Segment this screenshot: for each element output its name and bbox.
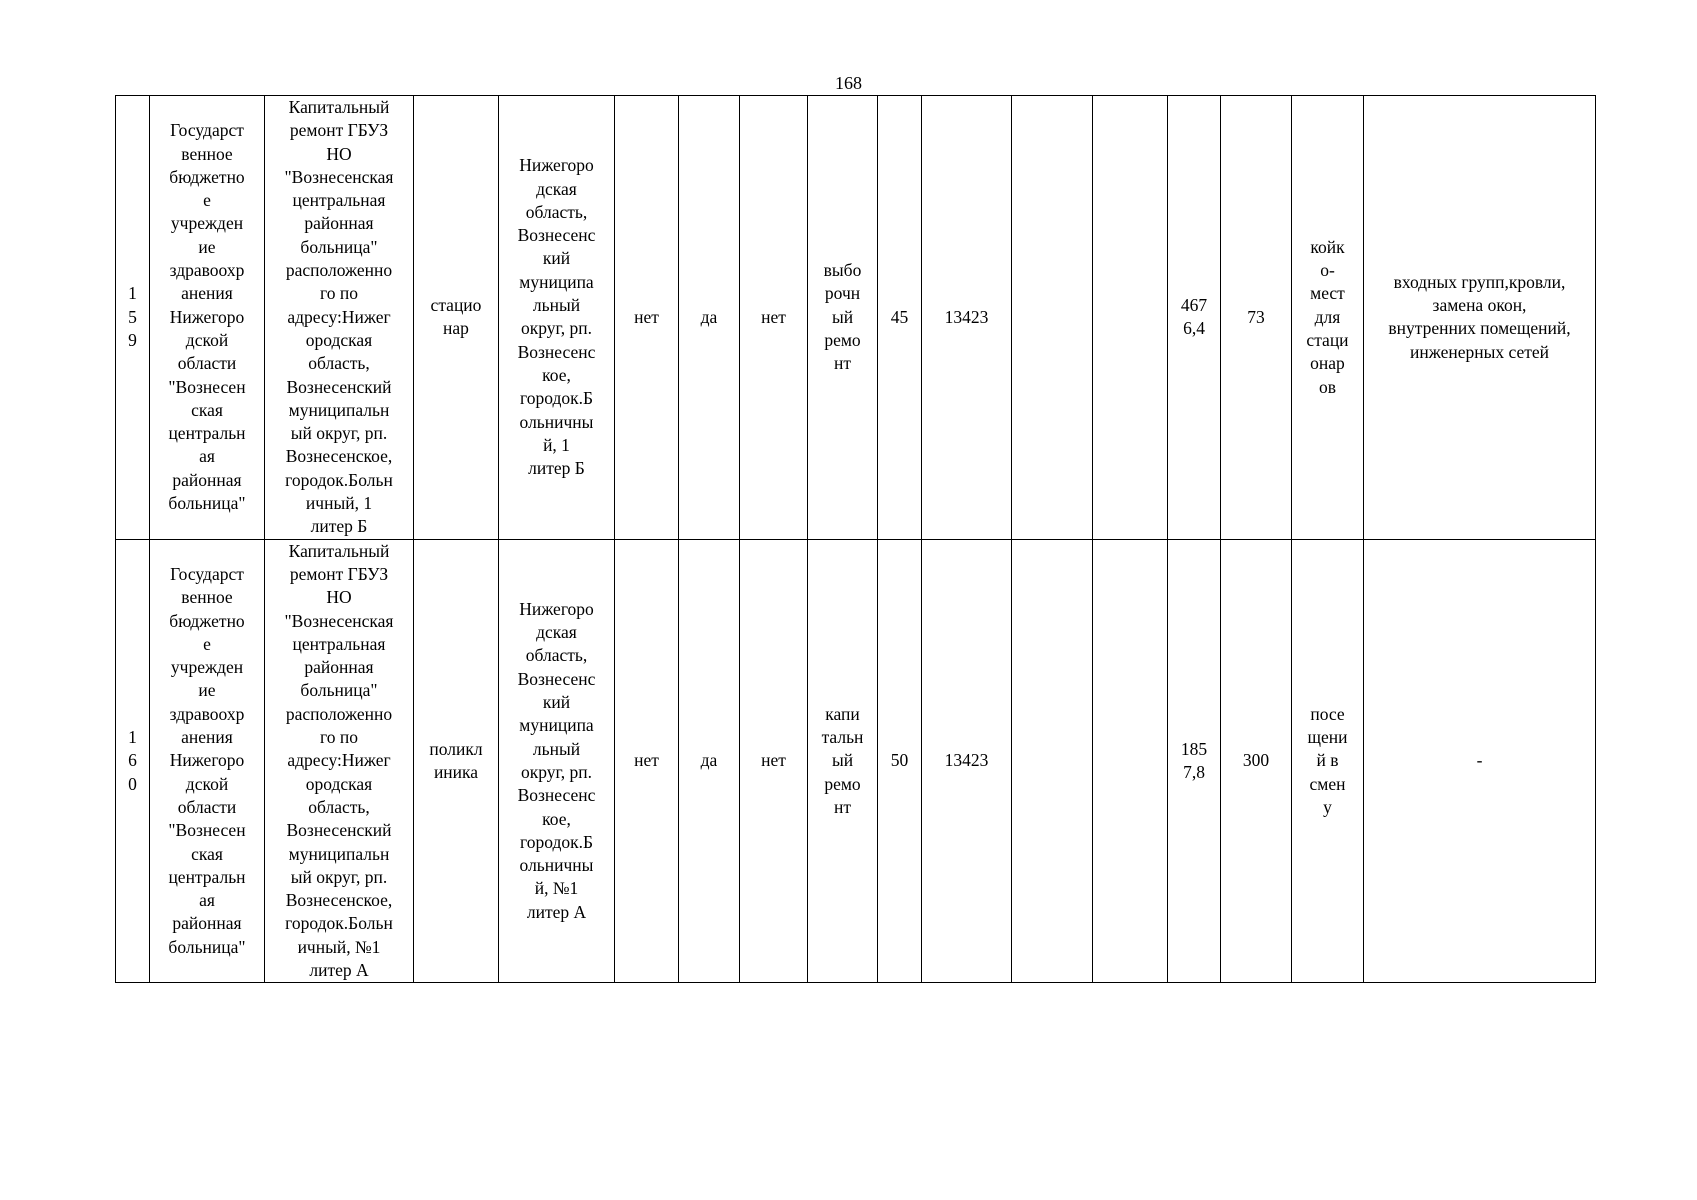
value-cell (922, 96, 1012, 540)
flag-value: нет (761, 306, 786, 327)
project-cell (265, 539, 414, 983)
capacity-cell (1221, 96, 1292, 540)
empty-cell (1012, 96, 1093, 540)
description-cell (1364, 539, 1596, 983)
capacity-value: 300 (1242, 750, 1270, 771)
empty-cell (1093, 539, 1168, 983)
area-cell (1168, 539, 1221, 983)
flag-value: да (700, 306, 718, 327)
value-cell (878, 539, 922, 983)
work-type: капи тальн ый ремо нт (821, 703, 864, 817)
facility-type: стацио нар (430, 295, 482, 339)
row-number: 1 5 9 (128, 283, 137, 350)
capacity-value: 73 (1247, 306, 1265, 327)
flag-cell (615, 96, 679, 540)
work-type-cell (808, 539, 878, 983)
flag-cell (740, 96, 808, 540)
address-cell (499, 539, 615, 983)
value: 13423 (944, 306, 989, 327)
institution-name: Государст венное бюджетно е учрежден ие здравоохр анения Нижегоро дской области "Вознесен ская центральн ая районная больница" (168, 563, 246, 957)
project-cell (265, 96, 414, 540)
capacity-unit: посе щени й в смен у (1307, 703, 1348, 817)
flag-value: нет (634, 306, 659, 327)
address-cell (499, 96, 615, 540)
facility-type-cell (414, 539, 499, 983)
area-value: 185 7,8 (1180, 738, 1208, 782)
work-description: - (1476, 750, 1483, 771)
work-type: выбо рочн ый ремо нт (823, 260, 862, 374)
value-cell (922, 539, 1012, 983)
facility-type-cell (414, 96, 499, 540)
value-cell (878, 96, 922, 540)
work-type-cell (808, 96, 878, 540)
capacity-unit-cell (1292, 539, 1364, 983)
row-number-cell (116, 539, 150, 983)
address: Нижегоро дская область, Вознесенс кий муниципа льный округ, рп. Вознесенс кое, городок.Б ольничны й, 1 литер Б (517, 155, 596, 479)
empty-cell (1012, 539, 1093, 983)
institution-cell (150, 539, 265, 983)
work-description: входных групп,кровли, замена окон, внутренних помещений, инженерных сетей (1388, 271, 1571, 362)
area-cell (1168, 96, 1221, 540)
description-cell (1364, 96, 1596, 540)
capacity-unit: койк о- мест для стаци онар ов (1306, 236, 1349, 397)
capacity-unit-cell (1292, 96, 1364, 540)
table-row (116, 539, 1596, 983)
empty-cell (1093, 96, 1168, 540)
institution-name: Государст венное бюджетно е учрежден ие здравоохр анения Нижегоро дской области "Вознесен ская центральн ая районная больница" (168, 120, 246, 514)
table-row (116, 96, 1596, 540)
registry-table (115, 95, 1596, 983)
flag-value: да (700, 750, 718, 771)
capacity-cell (1221, 539, 1292, 983)
flag-cell (740, 539, 808, 983)
page-number: 168 (835, 73, 862, 93)
flag-value: нет (634, 750, 659, 771)
row-number-cell (116, 96, 150, 540)
project-name: Капитальный ремонт ГБУЗ НО "Вознесенская центральная районная больница" расположенно го по адресу:Нижег ородская область, Вознесенский муниципальн ый округ, рп. Вознесенское, городок.Больн ичный, 1 литер Б (284, 97, 394, 537)
institution-cell (150, 96, 265, 540)
flag-cell (679, 539, 740, 983)
value: 45 (890, 306, 909, 327)
address: Нижегоро дская область, Вознесенс кий муниципа льный округ, рп. Вознесенс кое, городок.Б ольничны й, №1 литер А (517, 598, 596, 922)
flag-cell (615, 539, 679, 983)
project-name: Капитальный ремонт ГБУЗ НО "Вознесенская центральная районная больница" расположенно го по адресу:Нижег ородская область, Вознесенский муниципальн ый округ, рп. Вознесенское, городок.Больн ичный, №1 литер А (284, 540, 394, 980)
area-value: 467 6,4 (1180, 295, 1208, 339)
row-number: 1 6 0 (128, 727, 137, 794)
value: 50 (890, 750, 909, 771)
flag-cell (679, 96, 740, 540)
value: 13423 (944, 750, 989, 771)
facility-type: поликл иника (429, 738, 483, 782)
flag-value: нет (761, 750, 786, 771)
